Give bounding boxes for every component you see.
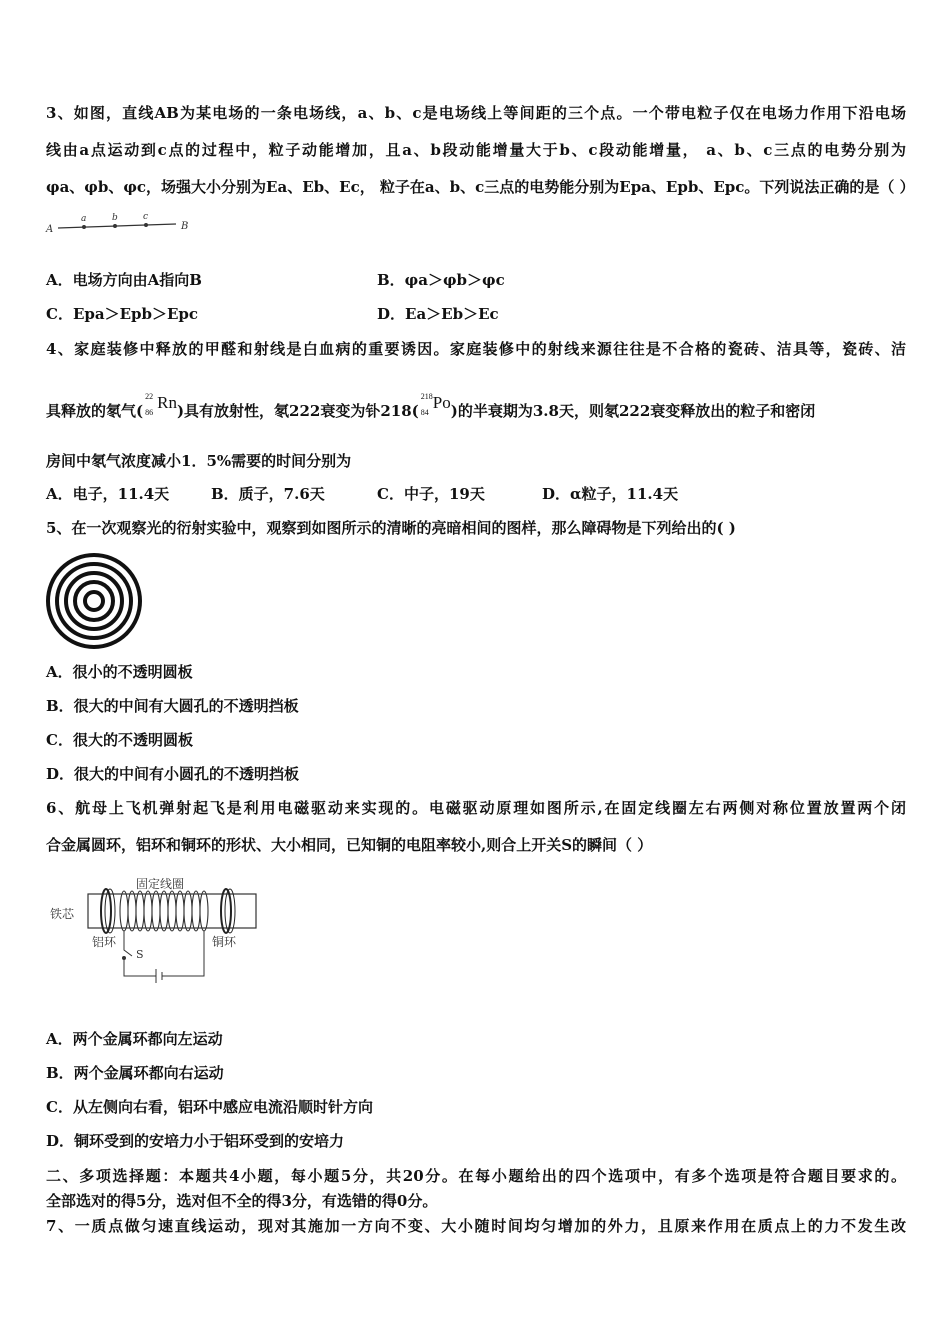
diffraction-pattern bbox=[46, 553, 142, 649]
q5-line-1: 5、在一次观察光的衍射实验中，观察到如图所示的清晰的亮暗相间的图样，那么障碍物是下列给出的( ) bbox=[46, 519, 736, 537]
q4-line-2-post: )的半衰期为3.8天，则氡222衰变释放出的粒子和密闭 bbox=[450, 402, 816, 420]
radon-symbol: Rn bbox=[157, 393, 177, 412]
q4-option-c: C．中子，19天 bbox=[377, 485, 485, 503]
q5-option-b: B．很大的中间有大圆孔的不透明挡板 bbox=[46, 697, 299, 715]
q6-option-c: C．从左侧向右看，铝环中感应电流沿顺时针方向 bbox=[46, 1098, 373, 1116]
q4-line-3: 房间中氡气浓度减小1．5%需要的时间分别为 bbox=[46, 452, 352, 470]
q4-line-2-mid: )具有放射性，氡222衰变为钋218( bbox=[176, 402, 419, 420]
q3-line-3: φa、φb、φc，场强大小分别为Ea、Eb、Ec， 粒子在a、b、c三点的电势能分别为Epa、Epb、Epc。下列说法正确的是（ ） bbox=[46, 178, 915, 196]
iron-core-label: 铁芯 bbox=[50, 907, 75, 921]
q3-line-1: 3、如图，直线AB为某电场的一条电场线，a、b、c是电场线上等间距的三个点。一个带电粒子仅在电场力作用下沿电场 bbox=[46, 104, 906, 122]
q6-line-2: 合金属圆环，铝环和铜环的形状、大小相同，已知铜的电阻率较小,则合上开关S的瞬间（ ） bbox=[46, 836, 653, 854]
q3-option-a: A．电场方向由A指向B bbox=[46, 271, 202, 289]
q6-option-a: A．两个金属环都向左运动 bbox=[46, 1030, 223, 1048]
q4-line-1: 4、家庭装修中释放的甲醛和射线是白血病的重要诱因。家庭装修中的射线来源往往是不合格的瓷砖、洁具等，瓷砖、洁 bbox=[46, 340, 906, 358]
radon-mass: 22 bbox=[145, 392, 154, 401]
q5-option-a: A．很小的不透明圆板 bbox=[46, 663, 193, 681]
point-a bbox=[82, 225, 86, 229]
polonium-isotope bbox=[419, 392, 451, 422]
q3-option-b: B．φa＞φb＞φc bbox=[377, 271, 505, 289]
q6-line-1: 6、航母上飞机弹射起飞是利用电磁驱动来实现的。电磁驱动原理如图所示,在固定线圈左右两侧对称位置放置两个闭 bbox=[46, 799, 906, 817]
copper-ring-label: 铜环 bbox=[212, 935, 237, 949]
q7-line-1: 7、一质点做匀速直线运动，现对其施加一方向不变、大小随时间均匀增加的外力，且原来作用在质点上的力不发生改 bbox=[46, 1217, 906, 1235]
point-c bbox=[144, 223, 148, 227]
point-b bbox=[113, 224, 117, 228]
q4-option-b: B．质子，7.6天 bbox=[211, 485, 325, 503]
polonium-symbol: Po bbox=[432, 393, 451, 412]
coil-label: 固定线圈 bbox=[136, 877, 185, 891]
label-B: B bbox=[181, 221, 189, 232]
polonium-mass: 218 bbox=[420, 392, 433, 401]
q4-option-a: A．电子，11.4天 bbox=[46, 485, 170, 503]
ring-1 bbox=[48, 555, 140, 647]
polonium-z: 84 bbox=[420, 408, 429, 417]
q3-line-2: 线由a点运动到c点的过程中，粒子动能增加，且a、b段动能增量大于b、c段动能增量， a、b、c三点的电势分别为 bbox=[46, 141, 906, 159]
label-a: a bbox=[81, 214, 87, 224]
q5-option-d: D．很大的中间有小圆孔的不透明挡板 bbox=[46, 765, 300, 783]
electromagnetic-drive-figure bbox=[44, 872, 264, 987]
fixed-coil bbox=[120, 891, 208, 931]
radon-z: 86 bbox=[145, 408, 154, 417]
q3-option-c: C．Epa＞Epb＞Epc bbox=[46, 305, 199, 323]
label-b: b bbox=[112, 213, 118, 223]
q3-option-d: D．Ea＞Eb＞Ec bbox=[377, 305, 499, 323]
ring-5 bbox=[85, 592, 103, 610]
q5-option-c: C．很大的不透明圆板 bbox=[46, 731, 193, 749]
section-2-line-2: 全部选对的得5分，选对但不全的得3分，有选错的得0分。 bbox=[46, 1192, 438, 1210]
section-2-line-1: 二、多项选择题：本题共4小题，每小题5分，共20分。在每小题给出的四个选项中，有多个选项是符合题目要求的。 bbox=[46, 1167, 906, 1185]
circuit bbox=[123, 931, 205, 983]
switch-label: S bbox=[136, 948, 144, 961]
q4-line-2 bbox=[46, 392, 816, 422]
q6-option-b: B．两个金属环都向右运动 bbox=[46, 1064, 224, 1082]
label-A: A bbox=[46, 224, 54, 235]
label-c: c bbox=[143, 212, 149, 222]
radon-isotope bbox=[143, 392, 177, 422]
q4-line-2-pre: 具释放的氡气( bbox=[46, 402, 144, 420]
q6-option-d: D．铜环受到的安培力小于铝环受到的安培力 bbox=[46, 1132, 345, 1150]
ring-4 bbox=[75, 582, 113, 620]
q4-option-d: D．α粒子，11.4天 bbox=[542, 485, 679, 503]
field-line-figure bbox=[44, 210, 204, 236]
aluminum-ring-label: 铝环 bbox=[92, 935, 117, 949]
ring-2 bbox=[57, 564, 131, 638]
